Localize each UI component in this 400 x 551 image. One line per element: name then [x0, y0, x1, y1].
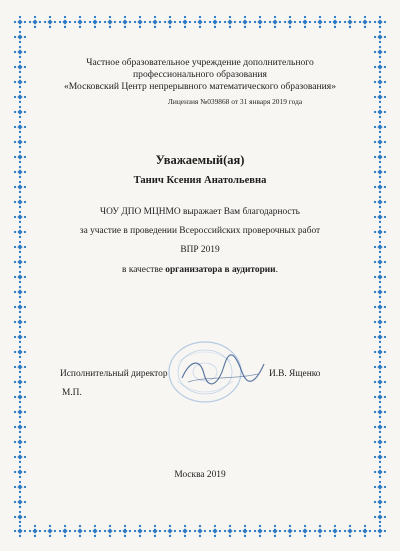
org-line-1: Частное образовательное учреждение дополнительного [86, 57, 314, 68]
gratitude-line-3: ВПР 2019 [180, 245, 220, 255]
role-value: организатора в аудитории [165, 265, 276, 275]
seal-label: М.П. [62, 388, 82, 398]
city-year: Москва 2019 [174, 470, 226, 480]
signatory-title: Исполнительный директор [60, 369, 168, 379]
gratitude-line-2: за участие в проведении Всероссийских проверочных работ [79, 226, 321, 236]
role-line [0, 265, 400, 275]
org-line-3: «Московский Центр непрерывного математического образования» [63, 81, 337, 92]
role-suffix: . [275, 265, 278, 275]
signature-scribble [178, 352, 268, 392]
signatory-name: И.В. Ященко [269, 369, 321, 379]
salutation: Уважаемый(ая) [155, 153, 245, 167]
org-line-2: профессионального образования [133, 69, 267, 80]
license-line: Лицензия №039868 от 31 января 2019 года [167, 97, 303, 106]
gratitude-line-1: ЧОУ ДПО МЦНМО выражает Вам благодарность [100, 207, 300, 217]
role-prefix: в качестве [122, 265, 166, 275]
recipient-name: Танич Ксения Анатольевна [133, 175, 267, 186]
